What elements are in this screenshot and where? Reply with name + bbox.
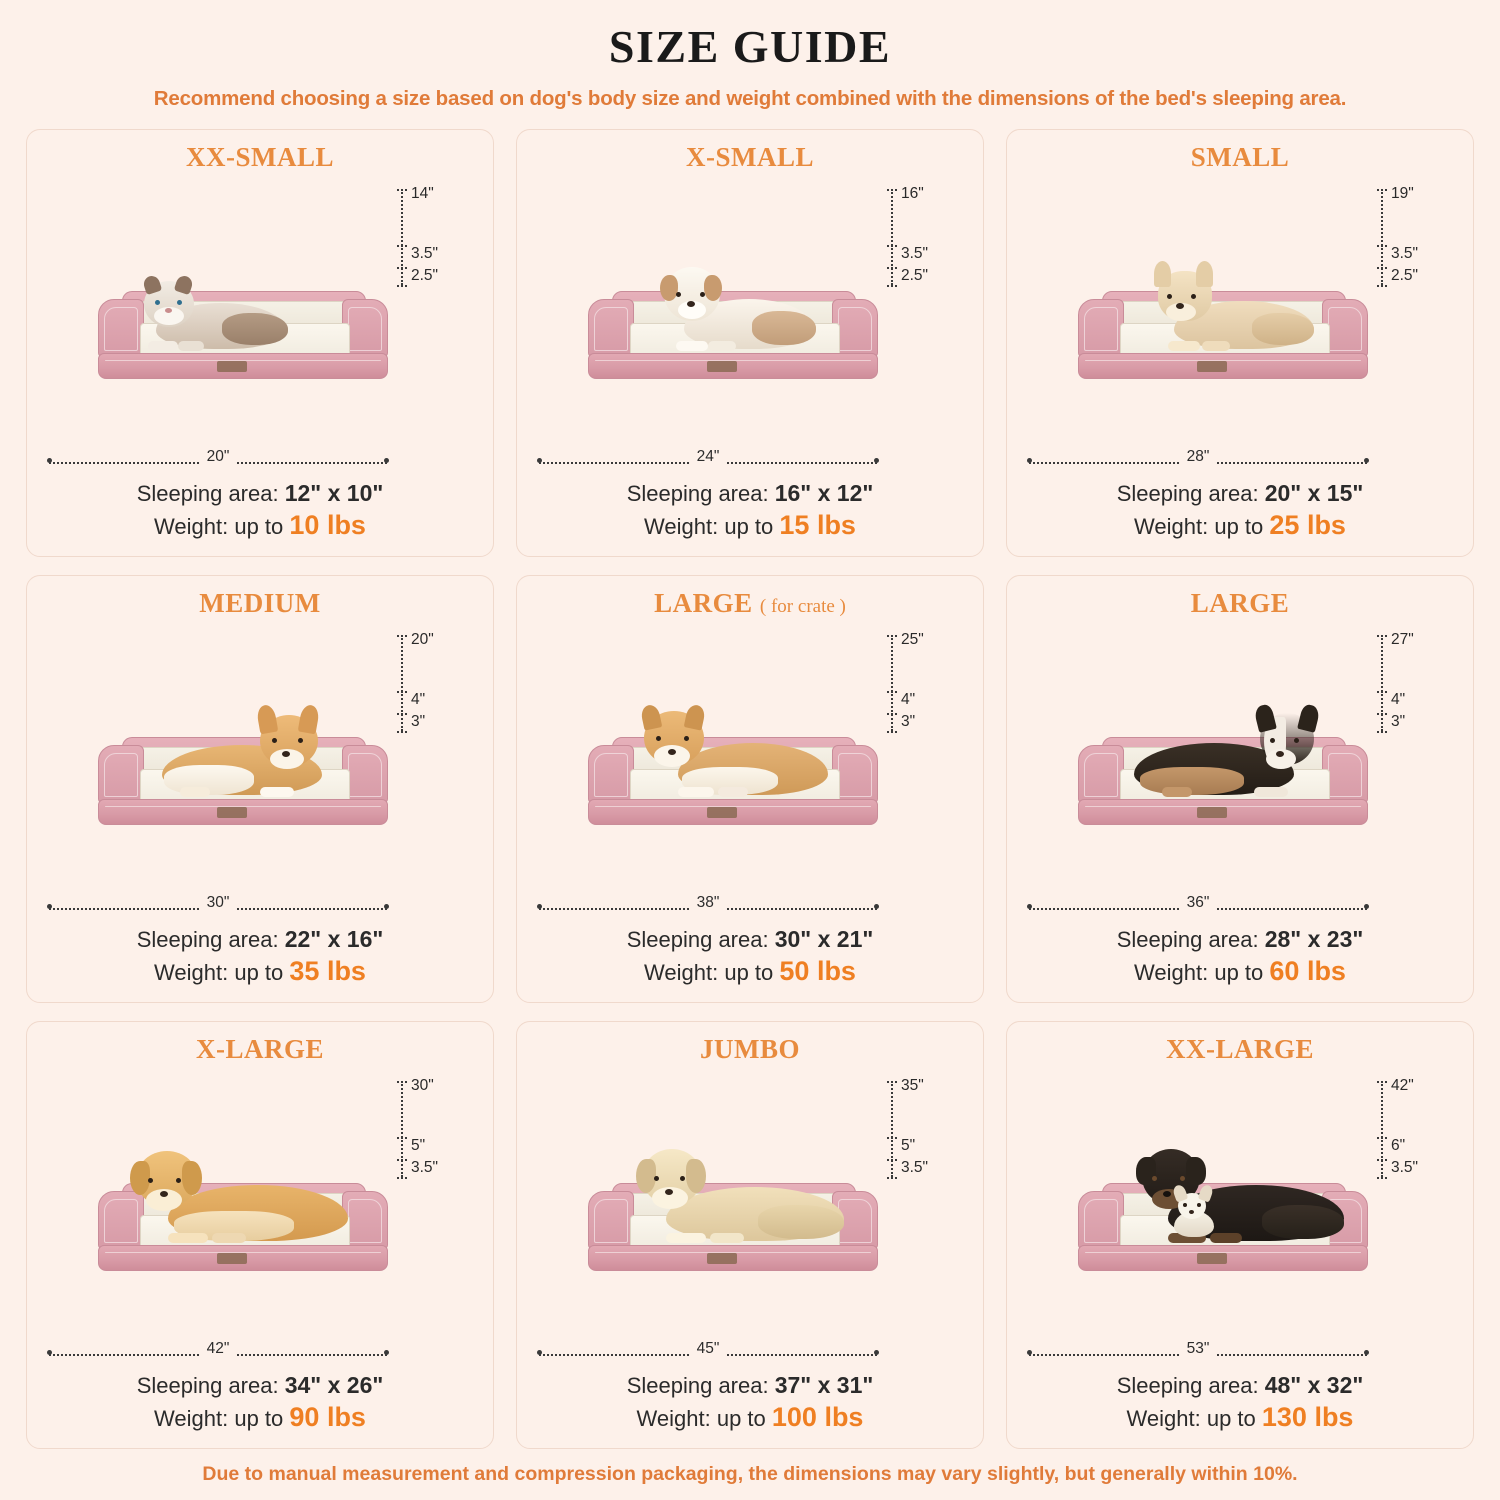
sleeping-area-value: 22" x 16" — [284, 926, 384, 953]
bed-illustration — [1068, 1143, 1398, 1293]
brand-tag — [707, 361, 737, 372]
weight-value: 15 lbs — [779, 510, 856, 541]
bed-figure — [527, 175, 973, 476]
card-specs — [527, 924, 973, 990]
bed-figure — [37, 1067, 483, 1368]
page-subtitle: Recommend choosing a size based on dog's body size and weight combined with the dimensions of the bed's sleeping area. — [153, 87, 1347, 110]
dim-mid: 4" — [1391, 691, 1406, 708]
bed-sleeping-surface — [1120, 1215, 1330, 1249]
dimension-annotations — [389, 183, 481, 303]
bed-illustration — [1068, 697, 1398, 847]
weight-value: 100 lbs — [771, 1402, 864, 1433]
bed-sleeping-surface — [140, 1215, 350, 1249]
card-title-text: MEDIUM — [199, 588, 321, 618]
dim-low: 2.5" — [411, 267, 439, 284]
sleeping-area-label: Sleeping area: — [1116, 1373, 1259, 1399]
card-title — [186, 142, 334, 173]
weight-label: Weight: up to — [1126, 1406, 1256, 1432]
bed-illustration — [578, 697, 908, 847]
dimension-annotations — [389, 629, 481, 749]
weight-line — [527, 954, 973, 990]
bed-illustration — [1068, 251, 1398, 401]
bed-base — [588, 353, 878, 379]
sleeping-area-value: 48" x 32" — [1264, 1372, 1364, 1399]
sleeping-area-label: Sleeping area: — [626, 1373, 769, 1399]
dim-low: 3.5" — [1391, 1159, 1419, 1176]
bed-left-bolster — [98, 299, 144, 357]
size-card-small — [1006, 129, 1474, 557]
bed-base — [588, 799, 878, 825]
weight-line — [37, 1400, 483, 1436]
dim-low: 3" — [1391, 713, 1406, 730]
size-card-grid — [26, 129, 1474, 1449]
dim-low: 3.5" — [901, 1159, 929, 1176]
dim-width-row — [1029, 448, 1367, 472]
bed-sleeping-surface — [630, 769, 840, 803]
card-title — [1191, 588, 1290, 619]
weight-value: 60 lbs — [1269, 956, 1346, 987]
card-title-text: LARGE — [1190, 588, 1290, 618]
weight-value: 25 lbs — [1269, 510, 1346, 541]
size-card-xx-large — [1006, 1021, 1474, 1449]
dim-height: 19" — [1391, 185, 1414, 202]
dim-mid: 5" — [411, 1137, 426, 1154]
dim-width: 28" — [1180, 448, 1217, 466]
weight-line — [527, 508, 973, 544]
dim-height: 16" — [901, 185, 924, 202]
sleeping-area-value: 34" x 26" — [284, 1372, 384, 1399]
weight-label: Weight: up to — [154, 1406, 284, 1432]
dimension-annotations — [879, 183, 971, 303]
bed-figure — [527, 621, 973, 922]
dim-height: 20" — [411, 631, 434, 648]
sleeping-area-value: 16" x 12" — [774, 480, 874, 507]
sleeping-area-line — [1017, 478, 1463, 508]
bed-figure — [1017, 621, 1463, 922]
bed-base — [1078, 799, 1368, 825]
dim-width: 53" — [1180, 1340, 1217, 1358]
sleeping-area-label: Sleeping area: — [626, 927, 769, 953]
dim-low: 2.5" — [1391, 267, 1419, 284]
card-specs — [37, 1370, 483, 1436]
dim-mid: 6" — [1391, 1137, 1406, 1154]
bed-left-bolster — [1078, 299, 1124, 357]
sleeping-area-value: 30" x 21" — [774, 926, 874, 953]
dim-mid: 4" — [901, 691, 916, 708]
bed-base — [98, 1245, 388, 1271]
sleeping-area-label: Sleeping area: — [1116, 481, 1259, 507]
weight-line — [1017, 954, 1463, 990]
sleeping-area-value: 20" x 15" — [1264, 480, 1364, 507]
bed-figure — [37, 621, 483, 922]
sleeping-area-line — [37, 924, 483, 954]
brand-tag — [217, 361, 247, 372]
card-specs — [1017, 478, 1463, 544]
dog-bed-graphic — [1078, 274, 1368, 379]
dim-low: 3" — [901, 713, 916, 730]
card-title-text: SMALL — [1190, 142, 1290, 172]
sleeping-area-value: 12" x 10" — [284, 480, 384, 507]
dog-bed-graphic — [1078, 720, 1368, 825]
weight-value: 10 lbs — [289, 510, 366, 541]
card-specs — [1017, 924, 1463, 990]
bed-illustration — [578, 251, 908, 401]
card-title — [700, 1034, 800, 1065]
sleeping-area-label: Sleeping area: — [626, 481, 769, 507]
dog-bed-graphic — [588, 1166, 878, 1271]
dog-bed-graphic — [98, 274, 388, 379]
bed-left-bolster — [588, 1191, 634, 1249]
dim-width-row — [49, 894, 387, 918]
dim-mid: 3.5" — [1391, 245, 1419, 262]
bed-left-bolster — [1078, 745, 1124, 803]
bed-sleeping-surface — [1120, 769, 1330, 803]
dog-bed-graphic — [98, 720, 388, 825]
card-title — [654, 588, 846, 619]
weight-label: Weight: up to — [636, 1406, 766, 1432]
weight-label: Weight: up to — [1134, 960, 1264, 986]
size-card-xx-small — [26, 129, 494, 557]
card-title-text: X-LARGE — [195, 1034, 324, 1064]
weight-value: 35 lbs — [289, 956, 366, 987]
size-card-medium — [26, 575, 494, 1003]
bed-left-bolster — [1078, 1191, 1124, 1249]
bed-figure — [37, 175, 483, 476]
sleeping-area-line — [1017, 1370, 1463, 1400]
sleeping-area-line — [37, 1370, 483, 1400]
dim-width-row — [49, 448, 387, 472]
sleeping-area-value: 37" x 31" — [774, 1372, 874, 1399]
bed-sleeping-surface — [140, 769, 350, 803]
dim-mid: 4" — [411, 691, 426, 708]
dim-width: 20" — [200, 448, 237, 466]
dim-height: 35" — [901, 1077, 924, 1094]
card-title-text: XX-SMALL — [185, 142, 334, 172]
bed-figure — [527, 1067, 973, 1368]
card-specs — [37, 924, 483, 990]
bed-left-bolster — [588, 745, 634, 803]
bed-illustration — [578, 1143, 908, 1293]
dimension-annotations — [879, 1075, 971, 1195]
bed-left-bolster — [98, 1191, 144, 1249]
card-title-note: ( for crate ) — [759, 596, 846, 617]
dim-width: 38" — [690, 894, 727, 912]
weight-value: 50 lbs — [779, 956, 856, 987]
bed-sleeping-surface — [630, 1215, 840, 1249]
dim-low: 2.5" — [901, 267, 929, 284]
sleeping-area-label: Sleeping area: — [136, 927, 279, 953]
dim-height: 27" — [1391, 631, 1414, 648]
page-title: SIZE GUIDE — [608, 21, 892, 72]
size-card-jumbo — [516, 1021, 984, 1449]
dog-bed-graphic — [1078, 1166, 1368, 1271]
bed-sleeping-surface — [140, 323, 350, 357]
dim-mid: 3.5" — [411, 245, 439, 262]
brand-tag — [707, 807, 737, 818]
bed-illustration — [88, 251, 418, 401]
bed-figure — [1017, 175, 1463, 476]
dimension-annotations — [879, 629, 971, 749]
bed-base — [1078, 1245, 1368, 1271]
dim-width-row — [49, 1340, 387, 1364]
dim-width-row — [1029, 894, 1367, 918]
dim-height: 25" — [901, 631, 924, 648]
weight-label: Weight: up to — [1134, 514, 1264, 540]
weight-line — [37, 508, 483, 544]
bed-base — [1078, 353, 1368, 379]
brand-tag — [217, 1253, 247, 1264]
dim-mid: 3.5" — [901, 245, 929, 262]
dim-width: 24" — [690, 448, 727, 466]
card-title — [196, 1034, 324, 1065]
brand-tag — [1197, 361, 1227, 372]
weight-line — [1017, 508, 1463, 544]
dog-bed-graphic — [588, 720, 878, 825]
bed-illustration — [88, 697, 418, 847]
card-title — [199, 588, 320, 619]
dim-height: 30" — [411, 1077, 434, 1094]
bed-figure — [1017, 1067, 1463, 1368]
brand-tag — [707, 1253, 737, 1264]
dim-width-row — [539, 1340, 877, 1364]
dim-width: 45" — [690, 1340, 727, 1358]
dimension-annotations — [1369, 183, 1461, 303]
bed-left-bolster — [588, 299, 634, 357]
bed-base — [98, 799, 388, 825]
weight-line — [37, 954, 483, 990]
dim-width-row — [539, 894, 877, 918]
size-card-large-crate — [516, 575, 984, 1003]
card-title — [686, 142, 814, 173]
dim-height: 14" — [411, 185, 434, 202]
brand-tag — [1197, 1253, 1227, 1264]
dimension-annotations — [1369, 1075, 1461, 1195]
sleeping-area-value: 28" x 23" — [1264, 926, 1364, 953]
sleeping-area-label: Sleeping area: — [136, 481, 279, 507]
dim-height: 42" — [1391, 1077, 1414, 1094]
sleeping-area-label: Sleeping area: — [136, 1373, 279, 1399]
sleeping-area-line — [527, 1370, 973, 1400]
card-specs — [527, 1370, 973, 1436]
card-title-text: JUMBO — [700, 1034, 800, 1064]
card-specs — [37, 478, 483, 544]
dim-mid: 5" — [901, 1137, 916, 1154]
weight-label: Weight: up to — [644, 514, 774, 540]
bed-base — [588, 1245, 878, 1271]
size-card-x-small — [516, 129, 984, 557]
dog-bed-graphic — [588, 274, 878, 379]
sleeping-area-line — [1017, 924, 1463, 954]
weight-line — [1017, 1400, 1463, 1436]
bed-sleeping-surface — [630, 323, 840, 357]
weight-label: Weight: up to — [644, 960, 774, 986]
sleeping-area-line — [37, 478, 483, 508]
bed-base — [98, 353, 388, 379]
weight-value: 130 lbs — [1261, 1402, 1354, 1433]
brand-tag — [1197, 807, 1227, 818]
brand-tag — [217, 807, 247, 818]
size-card-x-large — [26, 1021, 494, 1449]
dog-bed-graphic — [98, 1166, 388, 1271]
dimension-annotations — [389, 1075, 481, 1195]
dim-width: 42" — [200, 1340, 237, 1358]
weight-value: 90 lbs — [289, 1402, 366, 1433]
bed-sleeping-surface — [1120, 323, 1330, 357]
card-title-text: XX-LARGE — [1165, 1034, 1314, 1064]
weight-label: Weight: up to — [154, 960, 284, 986]
size-card-large — [1006, 575, 1474, 1003]
footer-note: Due to manual measurement and compression packaging, the dimensions may vary slightly, but generally within 10%. — [202, 1463, 1298, 1485]
card-title — [1191, 142, 1290, 173]
dim-width-row — [539, 448, 877, 472]
card-title-text: LARGE — [654, 588, 753, 618]
dim-width: 36" — [1180, 894, 1217, 912]
sleeping-area-line — [527, 924, 973, 954]
bed-left-bolster — [98, 745, 144, 803]
dim-width-row — [1029, 1340, 1367, 1364]
card-specs — [527, 478, 973, 544]
card-title — [1166, 1034, 1314, 1065]
sleeping-area-line — [527, 478, 973, 508]
dim-width: 30" — [200, 894, 237, 912]
sleeping-area-label: Sleeping area: — [1116, 927, 1259, 953]
dimension-annotations — [1369, 629, 1461, 749]
card-specs — [1017, 1370, 1463, 1436]
bed-illustration — [88, 1143, 418, 1293]
dim-low: 3" — [411, 713, 426, 730]
dim-low: 3.5" — [411, 1159, 439, 1176]
weight-line — [527, 1400, 973, 1436]
card-title-text: X-SMALL — [685, 142, 814, 172]
weight-label: Weight: up to — [154, 514, 284, 540]
